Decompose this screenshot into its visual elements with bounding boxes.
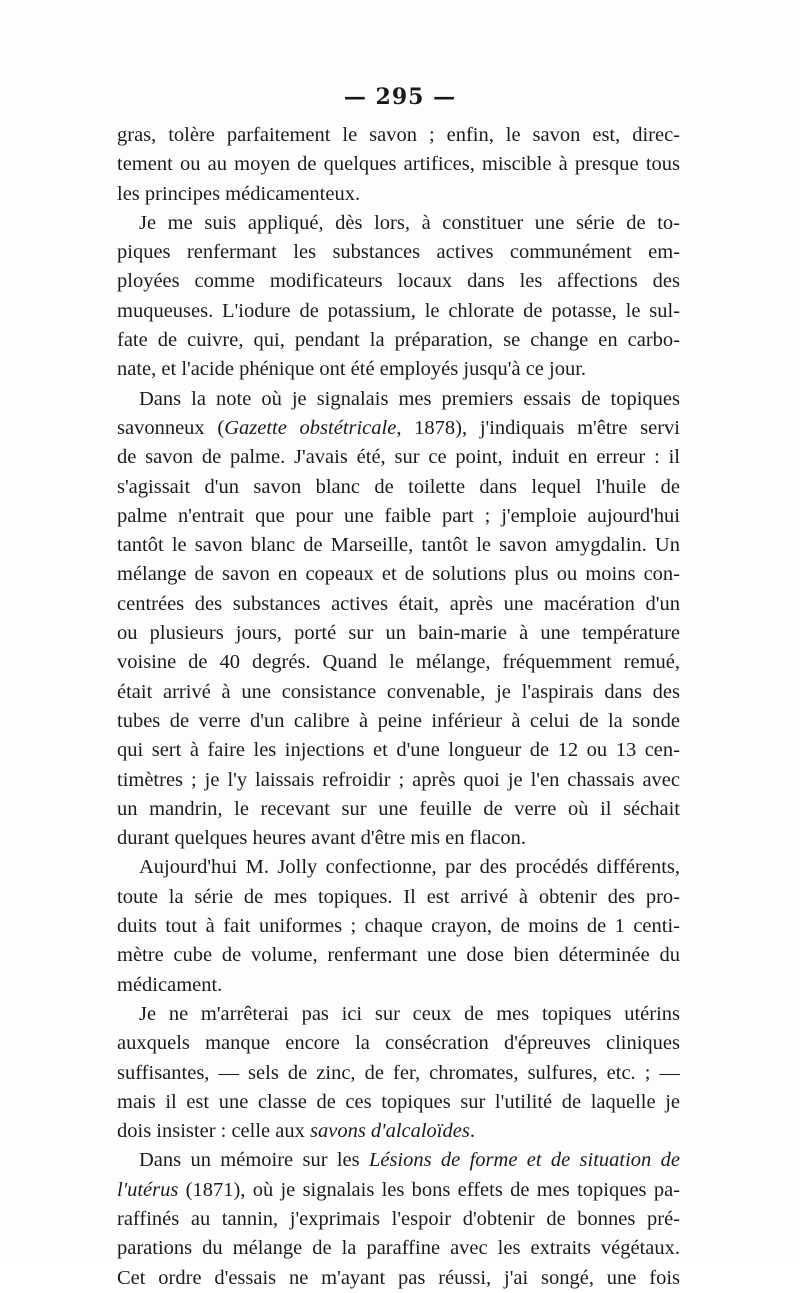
text-line: muqueuses. L'iodure de potassium, le chlorate de potasse, le sul- xyxy=(117,299,680,322)
text-line: parations du mélange de la paraffine avec les extraits végétaux. xyxy=(117,1237,680,1260)
emphasis: savons d'alcaloïdes xyxy=(310,1120,470,1143)
text-line: Je me suis appliqué, dès lors, à constituer une série de to- xyxy=(139,211,680,234)
text-line: ployées comme modificateurs locaux dans les affections des xyxy=(117,270,680,293)
text-line xyxy=(117,1176,680,1205)
citation-title: l'utérus xyxy=(117,1178,179,1201)
page-number: — 295 — xyxy=(343,84,457,110)
text-line: qui sert à faire les injections et d'une longueur de 12 ou 13 cen- xyxy=(117,739,680,762)
text-line: un mandrin, le recevant sur une feuille de verre où il séchait xyxy=(117,797,680,820)
text-line: les principes médicamenteux. xyxy=(117,182,361,205)
text-line: tement ou au moyen de quelques artifices, miscible à presque tous xyxy=(117,153,680,176)
text-line: mais il est une classe de ces topiques sur l'utilité de laquelle je xyxy=(117,1090,680,1113)
text-line: était arrivé à une consistance convenable, je l'aspirais dans des xyxy=(117,680,680,703)
text-line: Cet ordre d'essais ne m'ayant pas réussi, j'ai songé, une fois xyxy=(117,1266,680,1289)
text-line: durant quelques heures avant d'être mis en flacon. xyxy=(117,827,526,850)
text-line: médicament. xyxy=(117,973,223,996)
text-line: mètre cube de volume, renfermant une dose bien déterminée du xyxy=(117,944,680,967)
text-run: (1871), où je signalais les bons effets de mes topiques pa- xyxy=(178,1178,680,1201)
text-line: toute la série de mes topiques. Il est arrivé à obtenir des pro- xyxy=(117,885,680,908)
text-line: raffinés au tannin, j'exprimais l'espoir d'obtenir de bonnes pré- xyxy=(117,1207,680,1230)
text-line: Je ne m'arrêterai pas ici sur ceux de mes topiques utérins xyxy=(139,1002,680,1025)
text-line xyxy=(117,414,680,443)
citation-title: Gazette obstétricale xyxy=(224,416,397,439)
text-line xyxy=(117,1146,680,1175)
text-line: nate, et l'acide phénique ont été employés jusqu'à ce jour. xyxy=(117,358,587,381)
text-line: auxquels manque encore la consécration d'épreuves cliniques xyxy=(117,1032,680,1055)
text-line: timètres ; je l'y laissais refroidir ; après quoi je l'en chassais avec xyxy=(117,768,680,791)
text-line: duits tout à fait uniformes ; chaque crayon, de moins de 1 centi- xyxy=(117,915,680,938)
text-line: s'agissait d'un savon blanc de toilette dans lequel l'huile de xyxy=(117,475,680,498)
text-run: , 1878), j'indiquais m'être servi xyxy=(396,416,680,439)
text-line: palme n'entrait que pour une faible part ; j'emploie aujourd'hui xyxy=(117,504,680,527)
text-line: Aujourd'hui M. Jolly confectionne, par des procédés différents, xyxy=(139,856,680,879)
text-run: savonneux ( xyxy=(117,416,225,439)
text-line: piques renfermant les substances actives communément em- xyxy=(117,241,680,264)
text-run: . xyxy=(469,1120,475,1143)
text-run: dois insister : celle aux xyxy=(117,1120,310,1143)
text-line: mélange de savon en copeaux et de solutions plus ou moins con- xyxy=(117,563,680,586)
citation-title: Lésions de forme et de situation de xyxy=(368,1149,680,1172)
text-line: tantôt le savon blanc de Marseille, tantôt le savon amygdalin. Un xyxy=(117,534,680,557)
body-text xyxy=(117,121,680,1293)
text-run: Dans un mémoire sur les xyxy=(139,1149,369,1172)
text-line: gras, tolère parfaitement le savon ; enfin, le savon est, direc- xyxy=(117,124,680,146)
text-line xyxy=(117,1117,680,1146)
text-line: de savon de palme. J'avais été, sur ce point, induit en erreur : il xyxy=(117,446,680,469)
text-line: tubes de verre d'un calibre à peine inférieur à celui de la sonde xyxy=(117,709,680,732)
text-line: fate de cuivre, qui, pendant la préparation, se change en carbo- xyxy=(117,329,680,352)
text-line: centrées des substances actives était, après une macération d'un xyxy=(117,592,680,615)
text-line: suffisantes, — sels de zinc, de fer, chromates, sulfures, etc. ; — xyxy=(117,1061,680,1084)
text-line: ou plusieurs jours, porté sur un bain-marie à une température xyxy=(117,622,680,645)
text-line: voisine de 40 degrés. Quand le mélange, fréquemment remué, xyxy=(117,651,680,674)
text-line: Dans la note où je signalais mes premiers essais de topiques xyxy=(139,387,680,410)
